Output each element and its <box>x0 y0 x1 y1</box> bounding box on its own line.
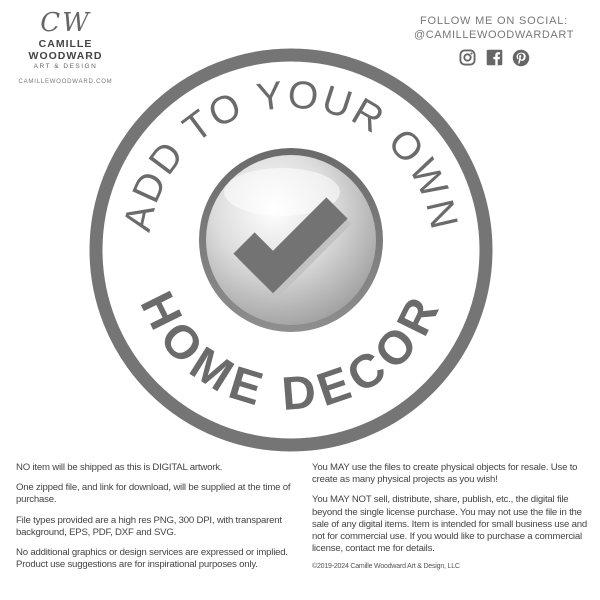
term-paragraph: You MAY use the files to create physical objects for resale. Use to create as many physical projects as you wish! <box>312 462 578 486</box>
pinterest-icon[interactable] <box>512 48 531 67</box>
brand-name: CAMILLE WOODWARD <box>28 38 103 62</box>
badge-arc-top-text: ADD TO YOUR OWN <box>116 73 466 236</box>
terms-left-column <box>16 462 302 579</box>
badge-arc-bottom-text: HOME DECOR <box>130 283 452 421</box>
term-paragraph: No additional graphics or design services are expressed or implied. Product use suggestions are for inspirational purposes only. <box>16 547 288 571</box>
social-title: FOLLOW ME ON SOCIAL: <box>419 15 569 27</box>
home-decor-badge <box>86 45 496 455</box>
copyright-notice: ©2019-2024 Camille Woodward Art & Design, LLC <box>312 563 460 571</box>
terms-right-column <box>312 462 590 574</box>
social-handle[interactable]: @CAMILLEWOODWARDART <box>413 29 575 41</box>
checkmark-icon <box>199 148 383 332</box>
term-paragraph: You MAY NOT sell, distribute, share, publish, etc., the digital file beyond the single license purchase. You may not use the file in the sale of any digital items. Item is intended for small business use and not for commercial use. If you would like to purchase a commercial license, contact me for details. <box>312 494 588 555</box>
brand-website: CAMILLEWOODWARD.COM <box>18 79 113 85</box>
term-paragraph: File types provided are a high res PNG, 300 DPI, with transparent background, EPS, PDF, DXF and SVG. <box>16 514 282 538</box>
term-paragraph: NO item will be shipped as this is DIGITAL artwork. <box>16 462 223 473</box>
term-paragraph: One zipped file, and link for download, will be supplied at the time of purchase. <box>16 482 291 506</box>
brand-tagline: ART & DESIGN <box>33 63 98 70</box>
brand-monogram: CW <box>40 8 91 38</box>
